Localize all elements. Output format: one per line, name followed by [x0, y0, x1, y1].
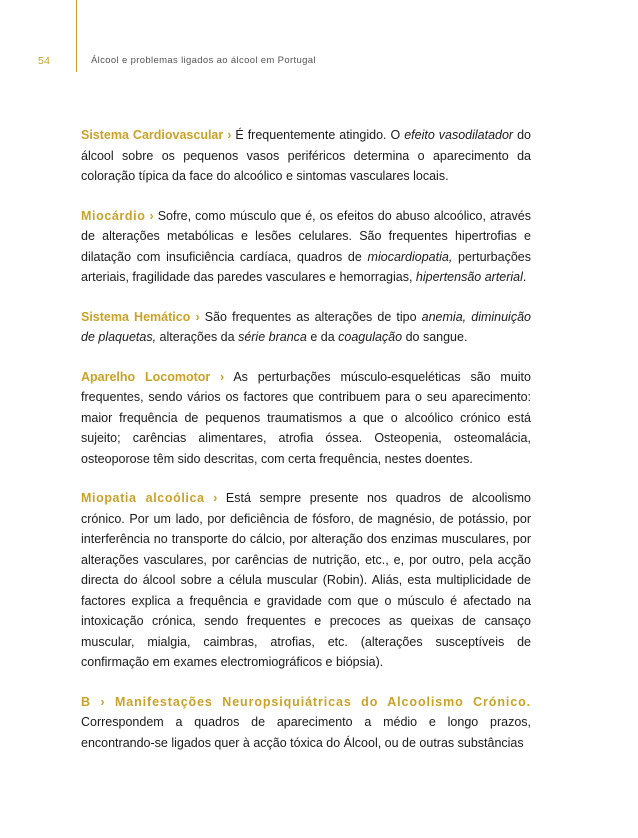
section-heading-neuropsiquiatricas: B › Manifestações Neuropsiquiátricas do Alcoolismo Crónico. — [81, 694, 531, 709]
section-heading-miopatia: Miopatia alcoólica — [81, 491, 205, 505]
paragraph-miopatia: Miopatia alcoólica › Está sempre presente nos quadros de alcoolismo crónico. Por um lado, por deficiência de fósforo, de magnésio, de potássio, por interferência no transporte do cálcio, por alteração dos enzimas musculares, por alterações vasculares, por carências de nutrição, etc., e, por outro, pela acção directa do álcool sobre a célula muscular (Robin). Aliás, esta multiplicidade de factores explica a frequência e gravidade com que o músculo é afectado na intoxicação crónica, sendo frequentes e precoces as queixas de cansaço muscular, mialgia, caimbras, atrofias, etc. (alterações susceptíveis de confirmação em exames electromiográficos e biópsia). — [81, 491, 531, 669]
paragraph-hematico: Sistema Hemático › São frequentes as alterações de tipo anemia, diminuição de plaquetas, alterações da série branca e da coagulação do sangue. — [81, 309, 531, 344]
chevron-right-icon: › — [213, 491, 218, 505]
chevron-right-icon: › — [149, 208, 154, 223]
header-divider-rule — [76, 0, 77, 72]
section-heading-locomotor: Aparelho Locomotor — [81, 369, 211, 384]
section-heading-hematico: Sistema Hemático — [81, 309, 191, 324]
paragraph-locomotor: Aparelho Locomotor › As perturbações músculo-esqueléticas são muito frequentes, sendo vários os factores que contribuem para o seu aparecimento: maior frequência de pequenos traumatismos a que o alcoólico crónico está sujeito; carências alimentares, atrofia óssea. Osteopenia, osteomalácia, osteoporose têm sido descritas, com certa frequência, nestes doentes. — [81, 369, 531, 466]
chevron-right-icon: › — [220, 369, 225, 384]
body-text — [81, 125, 531, 772]
chevron-right-icon: › — [227, 128, 232, 142]
paragraph-miocardio: Miocárdio › Sofre, como músculo que é, os efeitos do abuso alcoólico, através de alterações metabólicas e lesões celulares. São frequentes hipertrofias e dilatação com insuficiência cardíaca, quadros de miocardiopatia, perturbações arteriais, fragilidade das paredes vasculares e hemorragias, hipertensão arterial. — [81, 208, 531, 284]
section-heading-miocardio: Miocárdio — [81, 208, 146, 223]
section-heading-cardiovascular: Sistema Cardiovascular — [81, 128, 224, 142]
page-number: 54 — [38, 55, 51, 67]
running-header: Álcool e problemas ligados ao álcool em Portugal — [91, 55, 316, 66]
paragraph-neuropsiquiatricas: B › Manifestações Neuropsiquiátricas do Alcoolismo Crónico. Correspondem a quadros de aparecimento a médio e longo prazos, encontrando-se ligados quer à acção tóxica do Álcool, ou de outras substâncias — [81, 692, 531, 754]
chevron-right-icon: › — [195, 309, 200, 324]
paragraph-cardiovascular: Sistema Cardiovascular › É frequentemente atingido. O efeito vasodilatador do álcool sobre os pequenos vasos periféricos determina o aparecimento da coloração típica da face do alcoólico e sintomas vasculares locais. — [81, 128, 531, 183]
